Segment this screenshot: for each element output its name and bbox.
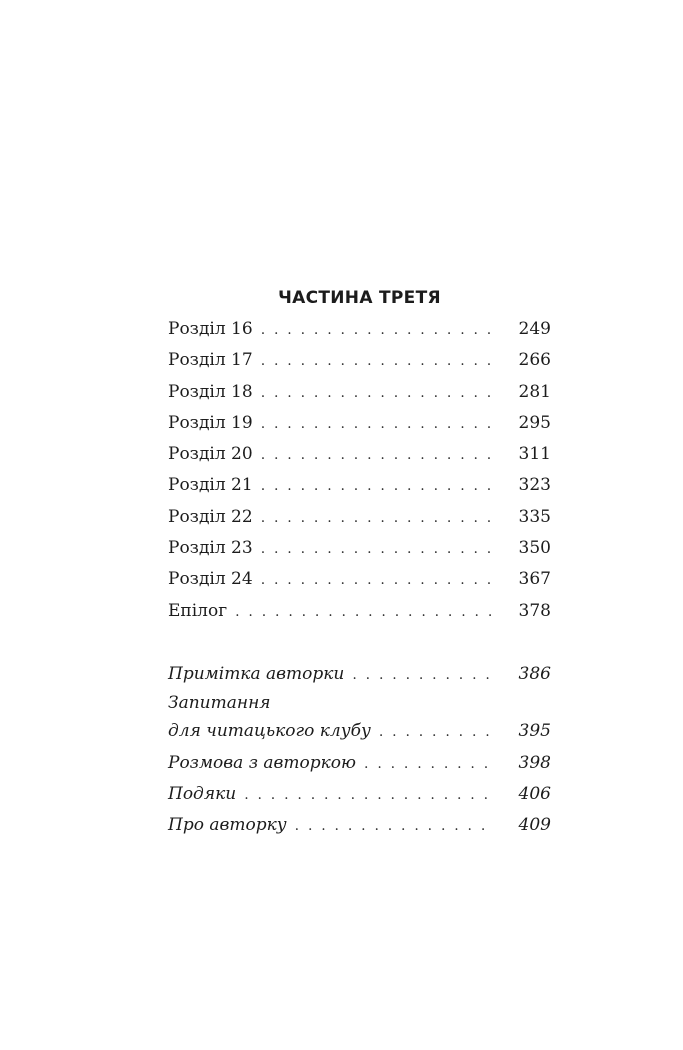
toc-entry-chapter-17[interactable] (168, 345, 551, 376)
dot-leader (261, 440, 491, 471)
toc-entry-chapter-20[interactable] (168, 439, 551, 470)
toc-entry-label: Розділ 18 (168, 381, 253, 402)
toc-entry-label: Розділ 23 (168, 538, 253, 559)
toc-entry-label: Розділ 20 (168, 444, 253, 465)
dot-leader (352, 660, 491, 691)
toc-entry-page: 295 (518, 412, 551, 433)
toc-entry-page: 281 (518, 381, 551, 402)
toc-entry-page: 367 (518, 569, 551, 590)
toc-entry-chapter-18[interactable] (168, 377, 551, 408)
dot-leader (379, 717, 491, 748)
dot-leader (261, 471, 491, 502)
toc-entry-page: 335 (518, 506, 551, 527)
toc-entry-chapter-21[interactable] (168, 470, 551, 501)
toc-entry-conversation[interactable] (168, 748, 551, 779)
toc-entry-label: Розділ 19 (168, 412, 253, 433)
toc-entry-label: Розділ 22 (168, 506, 253, 527)
dot-leader (261, 534, 491, 565)
toc-entry-page: 409 (518, 815, 551, 836)
toc-entry-page: 406 (518, 783, 551, 804)
toc-entry-label: Розділ 16 (168, 319, 253, 339)
toc-entry-page: 323 (518, 475, 551, 496)
toc-entry-page: 395 (518, 721, 551, 742)
toc-entry-chapter-22[interactable] (168, 502, 551, 533)
toc-entry-label: Розділ 17 (168, 350, 253, 371)
toc-entry-page: 266 (518, 350, 551, 371)
dot-leader (261, 565, 491, 596)
section-spacer (168, 627, 551, 659)
dot-leader (261, 503, 491, 534)
dot-leader (261, 378, 491, 409)
dot-leader (261, 346, 491, 377)
toc-entry-label: Розділ 24 (168, 569, 253, 590)
toc-entry-author-note[interactable] (168, 659, 551, 690)
toc-entry-questions[interactable] (168, 716, 551, 747)
toc-entry-label: Примітка авторки (168, 663, 345, 684)
toc-entry-page: 311 (518, 444, 551, 465)
dot-leader (364, 749, 491, 780)
toc-entry-label: для читацького клубу (168, 721, 371, 742)
toc-entry-chapter-23[interactable] (168, 533, 551, 564)
toc-entry-chapter-19[interactable] (168, 408, 551, 439)
dot-leader (235, 597, 491, 628)
toc-entry-page: 249 (518, 319, 551, 339)
toc-entry-page: 378 (518, 600, 551, 621)
toc-entry-page: 398 (518, 752, 551, 773)
dot-leader (244, 780, 491, 811)
toc-entry-label: Епілог (168, 600, 228, 621)
toc-entry-label: Розмова з авторкою (168, 752, 357, 773)
toc-entry-page: 350 (518, 538, 551, 559)
table-of-contents (168, 282, 551, 841)
toc-entry-label: Розділ 21 (168, 475, 253, 496)
toc-entry-page: 386 (518, 663, 551, 684)
toc-entry-thanks[interactable] (168, 779, 551, 810)
toc-entry-chapter-24[interactable] (168, 564, 551, 595)
toc-entry-label: Про авторку (168, 815, 287, 836)
dot-leader (295, 811, 491, 842)
toc-entry-label: Подяки (168, 783, 237, 804)
toc-entry-epilogue[interactable] (168, 596, 551, 627)
toc-entry-chapter-16[interactable] (168, 314, 551, 345)
dot-leader (261, 315, 491, 346)
part-title: ЧАСТИНА ТРЕТЯ (278, 288, 441, 308)
dot-leader (261, 409, 491, 440)
toc-entry-about-author[interactable] (168, 810, 551, 841)
toc-entry-questions-line1[interactable]: Запитання (168, 693, 271, 714)
